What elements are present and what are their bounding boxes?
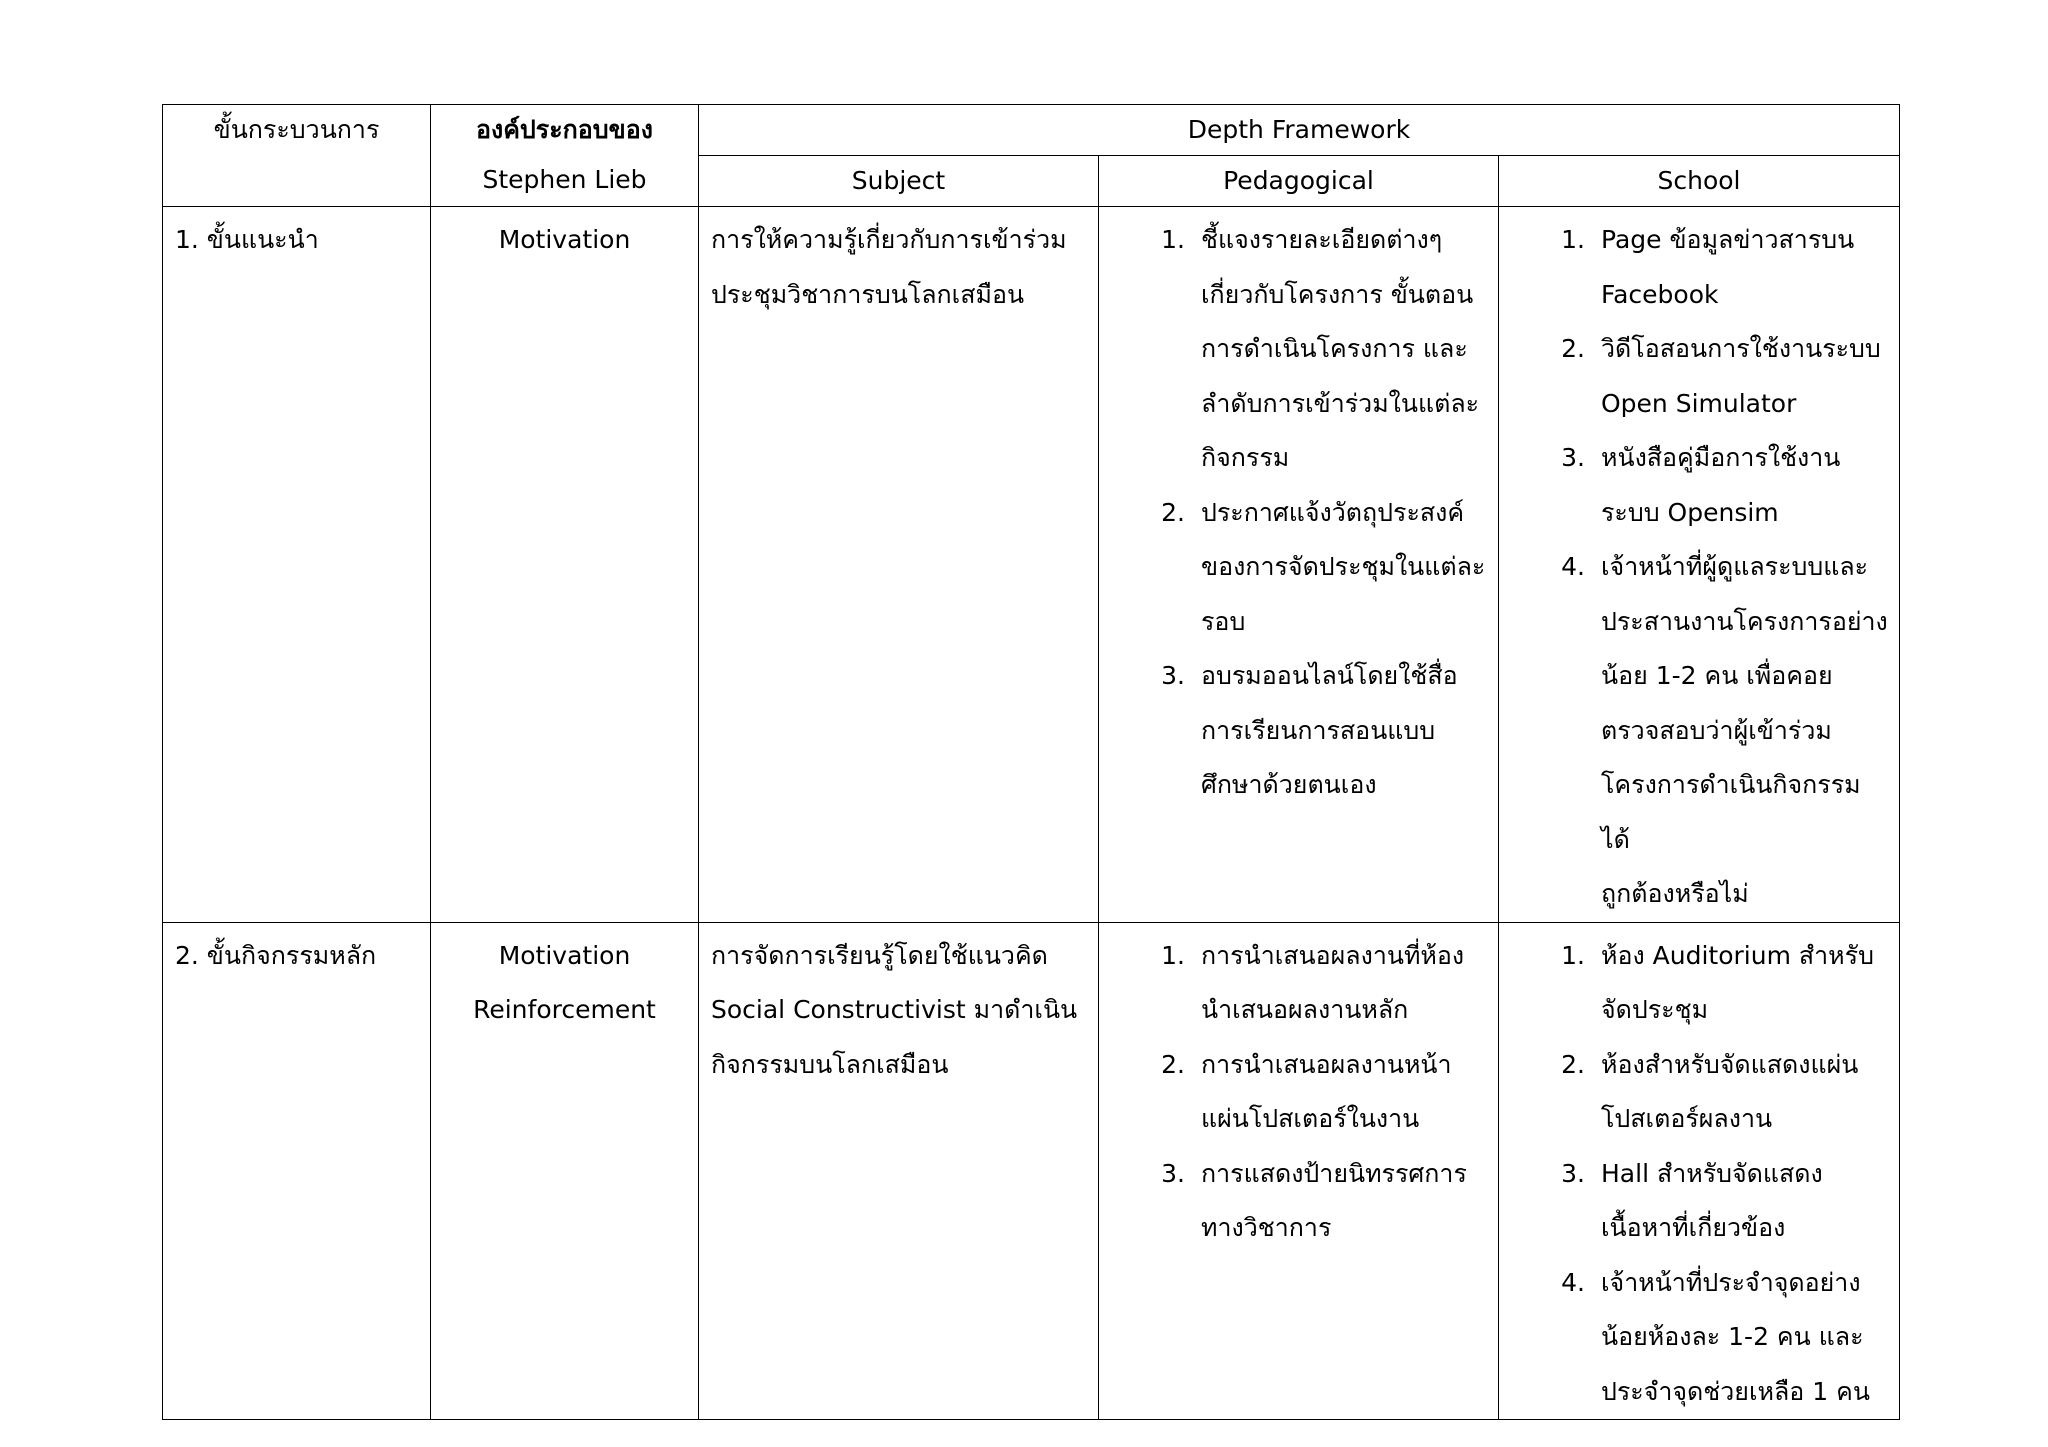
list-line: แผ่นโปสเตอร์ในงาน	[1201, 1104, 1420, 1133]
list-item	[1545, 1038, 1889, 1147]
component-label: Motivation	[498, 940, 631, 970]
list-line: ของการจัดประชุมในแต่ละ	[1201, 552, 1486, 581]
subject-line: กิจกรรมบนโลกเสมือน	[711, 1049, 949, 1079]
list-line: Open Simulator	[1601, 388, 1797, 418]
step-cell	[163, 207, 431, 923]
subject-line: Social Constructivist มาดำเนิน	[711, 995, 1078, 1024]
list-line: เจ้าหน้าที่ผู้ดูแลระบบและ	[1601, 552, 1869, 581]
school-cell	[1499, 922, 1900, 1420]
list-number: 3.	[1561, 1158, 1585, 1188]
list-line: ประสานงานโครงการอย่าง	[1601, 606, 1888, 636]
list-line: การแสดงป้ายนิทรรศการ	[1201, 1158, 1467, 1188]
list-line: ตรวจสอบว่าผู้เข้าร่วม	[1601, 715, 1832, 745]
list-line: นำเสนอผลงานหลัก	[1201, 995, 1409, 1024]
list-number: 3.	[1161, 1158, 1185, 1188]
list-line: กิจกรรม	[1201, 443, 1290, 472]
list-number: 2.	[1161, 1049, 1185, 1079]
header-lieb-line1: องค์ประกอบของ	[475, 115, 653, 144]
list-item	[1545, 1147, 1889, 1256]
list-item	[1545, 322, 1889, 431]
list-line: น้อย 1-2 คน เพื่อคอย	[1601, 661, 1833, 690]
list-number: 3.	[1161, 661, 1185, 690]
list-line: การนำเสนอผลงานหน้า	[1201, 1049, 1452, 1079]
list-number: 1.	[1561, 225, 1585, 254]
list-item	[1145, 1147, 1488, 1256]
list-number: 4.	[1561, 552, 1585, 581]
list-line: การดำเนินโครงการ และ	[1201, 334, 1468, 363]
pedagogical-list	[1145, 929, 1488, 1256]
header-subject: Subject	[699, 156, 1099, 207]
list-item	[1145, 213, 1488, 486]
list-number: 2.	[1161, 497, 1185, 527]
list-line: อบรมออนไลน์โดยใช้สื่อ	[1201, 661, 1458, 690]
list-item	[1545, 540, 1889, 922]
school-cell	[1499, 207, 1900, 923]
list-item	[1545, 929, 1889, 1038]
list-line: ทางวิชาการ	[1201, 1213, 1332, 1242]
header-process-step	[163, 105, 431, 207]
list-line: ถูกต้องหรือไม่	[1601, 879, 1749, 908]
list-line: หนังสือคู่มือการใช้งาน	[1601, 443, 1841, 472]
step-label: 2. ขั้นกิจกรรมหลัก	[175, 940, 377, 970]
list-item	[1545, 1256, 1889, 1420]
list-item	[1545, 213, 1889, 322]
list-item	[1145, 486, 1488, 650]
list-line: ประจำจุดช่วยเหลือ 1 คน	[1601, 1376, 1870, 1406]
process-table	[162, 104, 1900, 1420]
list-number: 4.	[1561, 1267, 1585, 1297]
step-cell	[163, 922, 431, 1420]
list-line: Facebook	[1601, 279, 1719, 309]
component-label: Reinforcement	[473, 995, 656, 1024]
header-row	[163, 105, 1900, 156]
pedagogical-list	[1145, 213, 1488, 813]
list-item	[1545, 431, 1889, 540]
list-item	[1145, 929, 1488, 1038]
header-school: School	[1499, 156, 1900, 207]
subject-line: การให้ความรู้เกี่ยวกับการเข้าร่วม	[711, 225, 1067, 254]
list-line: ห้อง Auditorium สำหรับ	[1601, 940, 1874, 970]
list-number: 1.	[1161, 225, 1185, 254]
list-line: ห้องสำหรับจัดแสดงแผ่น	[1601, 1049, 1859, 1079]
list-line: Hall สำหรับจัดแสดง	[1601, 1158, 1823, 1188]
list-line: จัดประชุม	[1601, 995, 1709, 1024]
components-cell	[431, 207, 699, 923]
header-lieb-components	[431, 105, 699, 207]
list-item	[1145, 649, 1488, 813]
school-list	[1545, 929, 1889, 1420]
list-line: รอบ	[1201, 606, 1246, 636]
component-label: Motivation	[498, 225, 631, 254]
school-list	[1545, 213, 1889, 922]
list-line: การเรียนการสอนแบบ	[1201, 715, 1436, 745]
list-line: เกี่ยวกับโครงการ ขั้นตอน	[1201, 279, 1474, 309]
table-row	[163, 922, 1900, 1420]
subject-line: ประชุมวิชาการบนโลกเสมือน	[711, 279, 1025, 309]
list-number: 2.	[1561, 1049, 1585, 1079]
components-cell	[431, 922, 699, 1420]
subject-cell	[699, 922, 1099, 1420]
subject-cell	[699, 207, 1099, 923]
list-line: วิดีโอสอนการใช้งานระบบ	[1601, 334, 1881, 363]
list-line: ศึกษาด้วยตนเอง	[1201, 770, 1377, 799]
header-process-step-label: ขั้นกระบวนการ	[213, 115, 380, 144]
list-line: เจ้าหน้าที่ประจำจุดอย่าง	[1601, 1267, 1861, 1297]
list-line: ประกาศแจ้งวัตถุประสงค์	[1201, 497, 1465, 527]
step-label: 1. ขั้นแนะนำ	[175, 225, 319, 254]
list-item	[1145, 1038, 1488, 1147]
list-number: 1.	[1161, 940, 1185, 970]
list-line: ชี้แจงรายละเอียดต่างๆ	[1201, 225, 1443, 254]
table-row	[163, 207, 1900, 923]
subject-line: การจัดการเรียนรู้โดยใช้แนวคิด	[711, 940, 1048, 970]
list-line: โปสเตอร์ผลงาน	[1601, 1104, 1773, 1133]
header-pedagogical: Pedagogical	[1099, 156, 1499, 207]
list-number: 1.	[1561, 940, 1585, 970]
list-line: ลำดับการเข้าร่วมในแต่ละ	[1201, 388, 1480, 418]
list-number: 2.	[1561, 334, 1585, 363]
list-line: เนื้อหาที่เกี่ยวข้อง	[1601, 1213, 1786, 1242]
header-depth-framework: Depth Framework	[699, 105, 1900, 156]
list-line: การนำเสนอผลงานที่ห้อง	[1201, 940, 1465, 970]
list-line: น้อยห้องละ 1-2 คน และ	[1601, 1322, 1864, 1351]
list-line: โครงการดำเนินกิจกรรมได้	[1601, 770, 1861, 854]
header-lieb-line2: Stephen Lieb	[482, 165, 647, 194]
list-line: Page ข้อมูลข่าวสารบน	[1601, 225, 1855, 254]
list-number: 3.	[1561, 443, 1585, 472]
pedagogical-cell	[1099, 922, 1499, 1420]
pedagogical-cell	[1099, 207, 1499, 923]
list-line: ระบบ Opensim	[1601, 497, 1779, 527]
